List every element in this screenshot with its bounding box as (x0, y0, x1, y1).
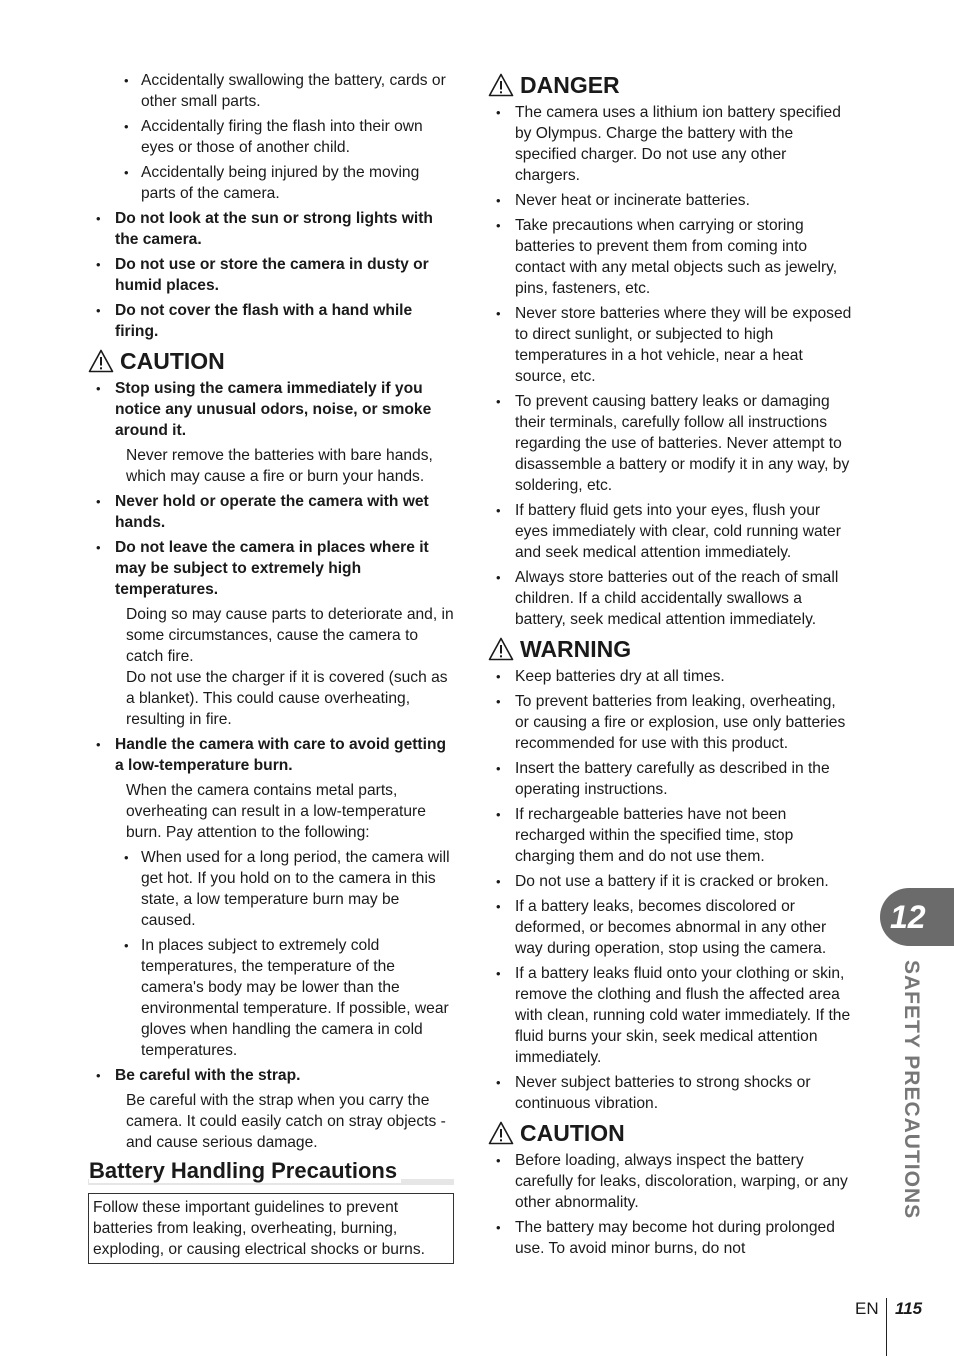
list-item: • To prevent batteries from leaking, overheating, or causing a fire or explosion, use only batteries recommended for use with this product. (488, 691, 852, 754)
caution-heading (88, 346, 454, 376)
list-item: • Insert the battery carefully as described in the operating instructions. (488, 758, 852, 800)
list-item: • Be careful with the strap. (88, 1065, 454, 1086)
paragraph: Never remove the batteries with bare hands, which may cause a fire or burn your hands. (126, 447, 433, 485)
caution-heading-text: CAUTION (120, 348, 225, 374)
section-title (88, 1157, 454, 1185)
caution-heading (488, 1118, 852, 1148)
list-item: • If a battery leaks, becomes discolored or deformed, or becomes abnormal in any other way during operation, stop using the camera. (488, 896, 852, 959)
paragraph: Do not use the charger if it is covered (such as a blanket). This could cause overheating, resulting in fire. (126, 669, 448, 728)
list-item: • If a battery leaks fluid onto your clothing or skin, remove the clothing and flush the affected area with clean, running cold water immediately. If the fluid burns your skin, seek medical attention immediately. (488, 963, 852, 1068)
list-item: • Do not use a battery if it is cracked or broken. (488, 871, 852, 892)
paragraph: Doing so may cause parts to deteriorate and, in some circumstances, cause the camera to catch fire. (126, 606, 454, 665)
list-item: • The camera uses a lithium ion battery specified by Olympus. Charge the battery with the specified charger. Do not use any other chargers. (488, 102, 852, 186)
list-item: • Accidentally being injured by the moving parts of the camera. (88, 162, 454, 204)
list-item: • If rechargeable batteries have not been recharged within the specified time, stop charging them and do not use them. (488, 804, 852, 867)
danger-heading-text: DANGER (520, 72, 620, 98)
list-item: • Do not leave the camera in places where it may be subject to extremely high temperatures. (88, 537, 454, 600)
list-item: • Accidentally firing the flash into their own eyes or those of another child. (88, 116, 454, 158)
list-item: • Never heat or incinerate batteries. (488, 190, 852, 211)
section-intro-box: Follow these important guidelines to prevent batteries from leaking, overheating, burning, exploding, or causing electrical shocks or burns. (88, 1193, 454, 1264)
paragraph: Be careful with the strap when you carry the camera. It could easily catch on stray objects - and cause serious damage. (126, 1092, 446, 1151)
page-divider (886, 1298, 887, 1356)
list-item: • Do not use or store the camera in dusty or humid places. (88, 254, 454, 296)
warning-heading (488, 634, 852, 664)
list-item: • Never subject batteries to strong shocks or continuous vibration. (488, 1072, 852, 1114)
danger-heading (488, 70, 852, 100)
left-column (88, 70, 454, 1264)
list-item: • Do not cover the flash with a hand while firing. (88, 300, 454, 342)
list-item: • Stop using the camera immediately if you notice any unusual odors, noise, or smoke around it. (88, 378, 454, 441)
list-item: • Never hold or operate the camera with wet hands. (88, 491, 454, 533)
chapter-number: 12 (890, 898, 926, 935)
list-item: • When used for a long period, the camera will get hot. If you hold on to the camera in this state, a low temperature burn may be caused. (88, 847, 454, 931)
list-item: • To prevent causing battery leaks or damaging their terminals, carefully follow all instructions regarding the use of batteries. Never attempt to disassemble a battery or modify it in any way, by soldering, etc. (488, 391, 852, 496)
list-item: • Handle the camera with care to avoid getting a low-temperature burn. (88, 734, 454, 776)
list-item: • Accidentally swallowing the battery, cards or other small parts. (88, 70, 454, 112)
page-number: 115 (895, 1299, 923, 1318)
list-item: • In places subject to extremely cold temperatures, the temperature of the camera's body may be lower than the environmental temperature. If possible, wear gloves when handling the camera in cold temperatures. (88, 935, 454, 1061)
warning-heading-text: WARNING (520, 636, 632, 662)
list-item: • Always store batteries out of the reach of small children. If a child accidentally swallows a battery, seek medical attention immediately. (488, 567, 852, 630)
list-item: • Never store batteries where they will be exposed to direct sunlight, or subjected to high temperatures in a hot vehicle, near a heat source, etc. (488, 303, 852, 387)
warning-triangle-icon (88, 349, 114, 373)
language-label: EN (855, 1299, 879, 1318)
warning-triangle-icon (488, 1121, 514, 1145)
list-item: • If battery fluid gets into your eyes, flush your eyes immediately with clear, cold running water and seek medical attention immediately. (488, 500, 852, 563)
warning-triangle-icon (488, 73, 514, 97)
chapter-tab (880, 888, 954, 946)
list-item: • Do not look at the sun or strong lights with the camera. (88, 208, 454, 250)
right-column (488, 70, 852, 1263)
caution-heading-text: CAUTION (520, 1120, 625, 1146)
paragraph: When the camera contains metal parts, overheating can result in a low-temperature burn. Pay attention to the following: (126, 782, 426, 841)
list-item: • The battery may become hot during prolonged use. To avoid minor burns, do not (488, 1217, 852, 1259)
chapter-label: SAFETY PRECAUTIONS (900, 960, 923, 1220)
warning-triangle-icon (488, 637, 514, 661)
list-item: • Before loading, always inspect the battery carefully for leaks, discoloration, warping, or any other abnormality. (488, 1150, 852, 1213)
list-item: • Take precautions when carrying or storing batteries to prevent them from coming into contact with any metal objects such as jewelry, pins, fasteners, etc. (488, 215, 852, 299)
section-title-text: Battery Handling Precautions (89, 1158, 401, 1183)
list-item: • Keep batteries dry at all times. (488, 666, 852, 687)
